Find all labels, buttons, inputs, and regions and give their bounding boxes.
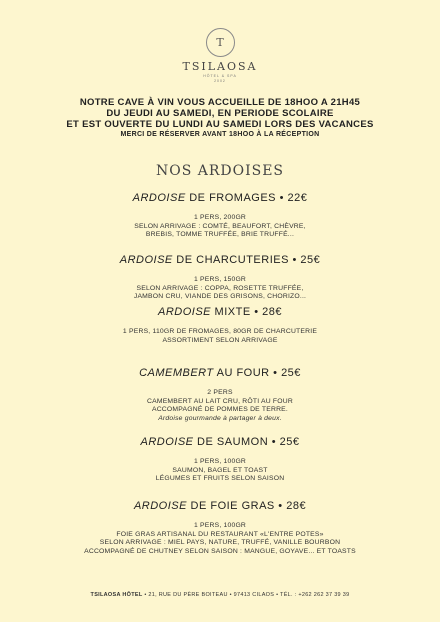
item-title-rest: DE SAUMON • 25€ bbox=[193, 436, 300, 448]
item-line: BREBIS, TOMME TRUFFÉE, BRIE TRUFFÉ... bbox=[145, 231, 295, 239]
footer-contact bbox=[0, 592, 440, 598]
item-title-rest: DE CHARCUTERIES • 25€ bbox=[172, 254, 321, 266]
item-line: SELON ARRIVAGE : COMTÉ, BEAUFORT, CHÈVRE, bbox=[134, 222, 306, 230]
opening-hours bbox=[0, 97, 440, 139]
reservation-note: MERCI DE RÉSERVER AVANT 18HOO À LA RÉCEPTION bbox=[120, 131, 320, 138]
item-title bbox=[0, 367, 440, 379]
item-line: 1 PERS, 110GR DE FROMAGES, 80GR DE CHARCUTERIE bbox=[122, 328, 318, 335]
menu-item-mixte bbox=[0, 306, 440, 345]
item-line: FOIE GRAS ARTISANAL DU RESTAURANT «L'ENTRE POTES» bbox=[116, 530, 324, 538]
item-line: ACCOMPAGNÉ DE POMMES DE TERRE. bbox=[151, 406, 289, 414]
item-title-emphasis: ARDOISE bbox=[140, 436, 194, 448]
menu-item-fromages bbox=[0, 192, 440, 240]
menu-item-charcuteries bbox=[0, 254, 440, 302]
item-title-emphasis: CAMEMBERT bbox=[139, 367, 214, 379]
item-title bbox=[0, 254, 440, 266]
footer-address: 21, RUE DU PÈRE BOITEAU bbox=[148, 592, 228, 598]
hotel-year: 2002 bbox=[214, 79, 226, 83]
footer-separator: • bbox=[229, 592, 232, 598]
item-line: JAMBON CRU, VIANDE DES GRISONS, CHORIZO... bbox=[133, 293, 307, 301]
item-line: 1 PERS, 100GR bbox=[193, 522, 247, 529]
item-title-rest: DE FOIE GRAS • 28€ bbox=[186, 500, 307, 512]
item-title-emphasis: ARDOISE bbox=[119, 254, 173, 266]
menu-item-saumon bbox=[0, 436, 440, 484]
footer-city: 97413 CILAOS bbox=[233, 592, 275, 598]
item-line: ACCOMPAGNÉ DE CHUTNEY SELON SAISON : MANGUE, GOYAVE... ET TOASTS bbox=[84, 547, 356, 555]
section-title: NOS ARDOISES bbox=[155, 163, 285, 179]
item-title bbox=[0, 500, 440, 512]
item-line: ASSORTIMENT SELON ARRIVAGE bbox=[162, 336, 278, 344]
item-title-rest: DE FROMAGES • 22€ bbox=[185, 192, 308, 204]
footer-hotel: TSILAOSA HÔTEL bbox=[90, 592, 143, 598]
item-note: Ardoise gourmande à partager à deux. bbox=[158, 414, 282, 422]
hotel-logo bbox=[0, 28, 440, 83]
item-line: 1 PERS, 100GR bbox=[193, 458, 247, 465]
hotel-subtitle: HÔTEL & SPA bbox=[203, 74, 237, 78]
intro-line-3: ET EST OUVERTE DU LUNDI AU SAMEDI LORS DES VACANCES bbox=[66, 119, 374, 130]
intro-line-2: DU JEUDI AU SAMEDI, EN PERIODE SCOLAIRE bbox=[106, 108, 334, 119]
footer-separator: • bbox=[144, 592, 147, 598]
monogram-icon: T bbox=[206, 28, 235, 57]
item-line: LÉGUMES ET FRUITS SELON SAISON bbox=[155, 475, 285, 483]
menu-item-foie-gras bbox=[0, 500, 440, 556]
item-title bbox=[0, 192, 440, 204]
item-line: 2 PERS bbox=[207, 389, 233, 396]
intro-line-1: NOTRE CAVE À VIN VOUS ACCUEILLE DE 18HOO A 21H45 bbox=[79, 97, 361, 108]
menu-item-camembert bbox=[0, 367, 440, 423]
item-line: 1 PERS, 200GR bbox=[193, 214, 247, 221]
item-line: CAMEMBERT AU LAIT CRU, RÔTI AU FOUR bbox=[147, 397, 293, 405]
footer-phone: TÉL. : +262 262 37 39 39 bbox=[280, 592, 350, 598]
item-line: SELON ARRIVAGE : COPPA, ROSETTE TRUFFÉE, bbox=[136, 284, 304, 292]
item-line: SELON ARRIVAGE : MIEL PAYS, NATURE, TRUFFÉ, VANILLE BOURBON bbox=[99, 539, 341, 547]
hotel-name: TSILAOSA bbox=[182, 60, 258, 73]
item-title-emphasis: ARDOISE bbox=[132, 192, 186, 204]
item-title-emphasis: ARDOISE bbox=[157, 306, 211, 318]
item-title bbox=[0, 306, 440, 318]
item-title-emphasis: ARDOISE bbox=[133, 500, 187, 512]
item-title-rest: AU FOUR • 25€ bbox=[213, 367, 301, 379]
item-line: SAUMON, BAGEL ET TOAST bbox=[172, 466, 268, 474]
item-line: 1 PERS, 150GR bbox=[193, 276, 247, 283]
footer-separator: • bbox=[276, 592, 279, 598]
item-title bbox=[0, 436, 440, 448]
item-title-rest: MIXTE • 28€ bbox=[211, 306, 282, 318]
